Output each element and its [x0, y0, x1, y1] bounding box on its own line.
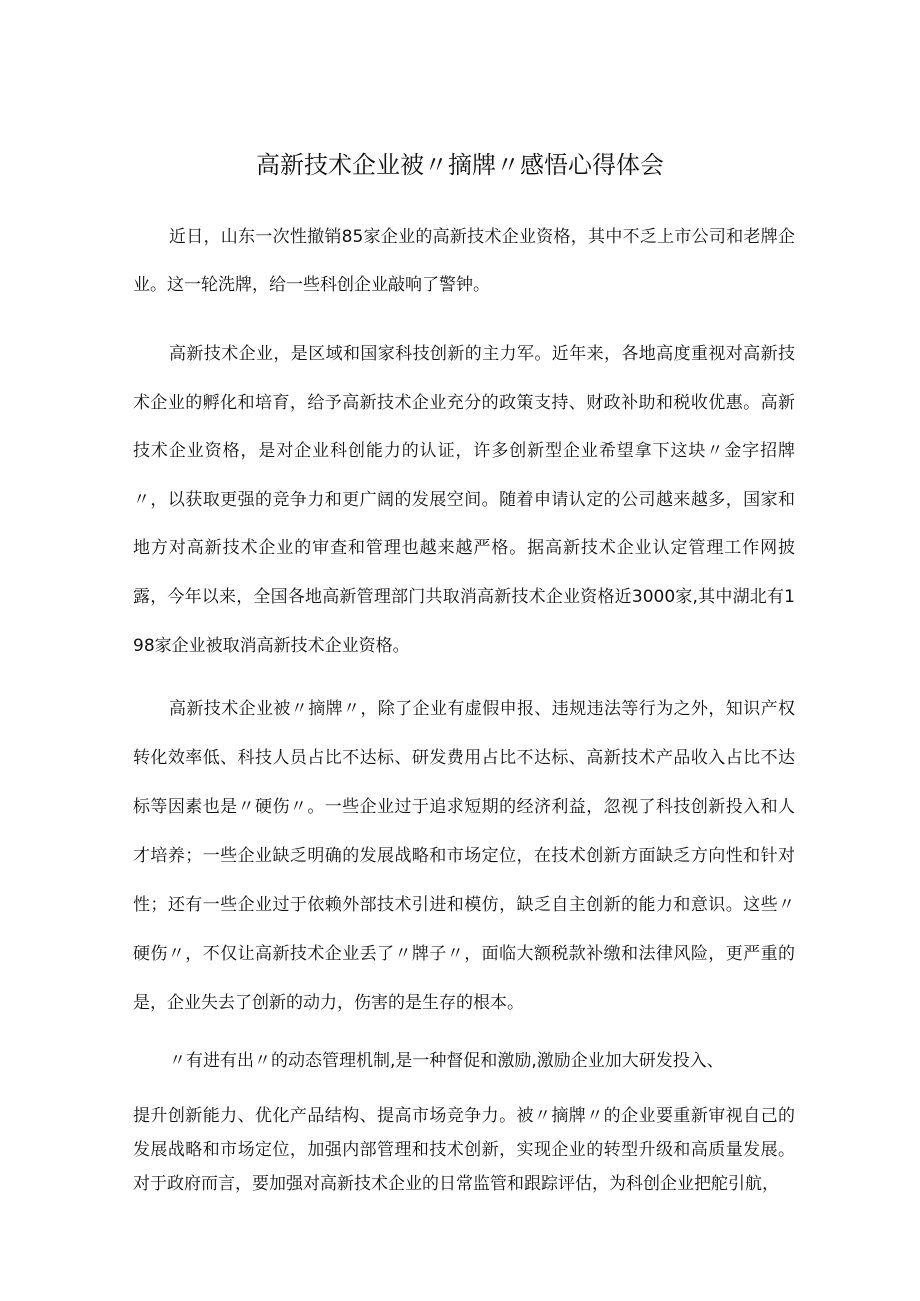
paragraph-5: 提升创新能力、优化产品结构、提高市场竞争力。被〃摘牌〃的企业要重新审视自己的发展战略和市场定位，加强内部管理和技术创新，实现企业的转型升级和高质量发展。对于政府而言，要加强对高新技术企业的日常监管和跟踪评估，为科创企业把舵引航， — [133, 1106, 795, 1194]
paragraph-4: 〃有进有出〃的动态管理机制,是一种督促和激励,激励企业加大研发投入、 — [169, 1051, 724, 1071]
paragraph-1: 近日，山东一次性撤销85家企业的高新技术企业资格，其中不乏上市公司和老牌企业。这一轮洗牌，给一些科创企业敲响了警钟。 — [133, 227, 795, 295]
document-title: 高新技术企业被〃摘牌〃感悟心得体会 — [256, 151, 664, 179]
paragraph-3: 高新技术企业被〃摘牌〃，除了企业有虚假申报、违规违法等行为之外，知识产权转化效率低、科技人员占比不达标、研发费用占比不达标、高新技术产品收入占比不达标等因素也是〃硬伤〃。一些企业过于追求短期的经济利益，忽视了科技创新投入和人才培养；一些企业缺乏明确的发展战略和市场定位，在技术创新方面缺乏方向性和针对性；还有一些企业过于依赖外部技术引进和模仿，缺乏自主创新的能力和意识。这些〃硬伤〃，不仅让高新技术企业丢了〃牌子〃，面临大额税款补缴和法律风险，更严重的是，企业失去了创新的动力，伤害的是生存的根本。 — [133, 699, 795, 1013]
paragraph-2: 高新技术企业，是区域和国家科技创新的主力军。近年来，各地高度重视对高新技术企业的孵化和培育，给予高新技术企业充分的政策支持、财政补助和税收优惠。高新技术企业资格，是对企业科创能力的认证，许多创新型企业希望拿下这块〃金字招牌〃，以获取更强的竞争力和更广阔的发展空间。随着申请认定的公司越来越多，国家和地方对高新技术企业的审查和管理也越来越严格。据高新技术企业认定管理工作网披露，今年以来，全国各地高新管理部门共取消高新技术企业资格近3000家,其中湖北有198家企业被取消高新技术企业资格。 — [133, 344, 795, 656]
